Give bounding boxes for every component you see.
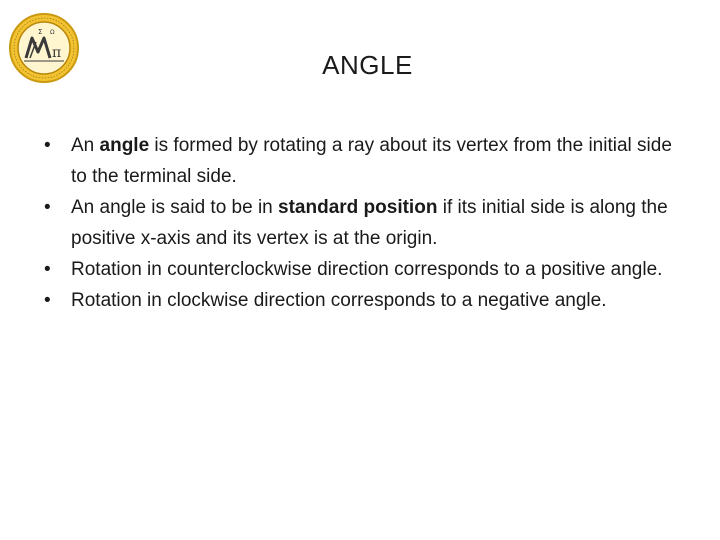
svg-text:π: π <box>52 45 62 61</box>
slide-title: ANGLE <box>322 50 413 80</box>
bullet-dot: • <box>44 135 51 156</box>
bullet-dot: • <box>44 290 51 311</box>
svg-text:Ω: Ω <box>50 29 55 36</box>
bullet-item: • An angle is said to be in standard position if its initial side is along the positive x-axis and its vertex is at the origin. <box>44 192 684 254</box>
bullet-item: • Rotation in counterclockwise direction corresponds to a positive angle. <box>44 254 684 285</box>
bullet-item: • Rotation in clockwise direction corresponds to a negative angle. <box>44 285 684 316</box>
bullet-dot: • <box>44 259 51 280</box>
svg-text:Σ: Σ <box>38 28 43 36</box>
bullet-list <box>44 130 684 316</box>
bullet-dot: • <box>44 197 51 218</box>
bullet-item: • An angle is formed by rotating a ray about its vertex from the initial side to the terminal side. <box>44 130 684 192</box>
